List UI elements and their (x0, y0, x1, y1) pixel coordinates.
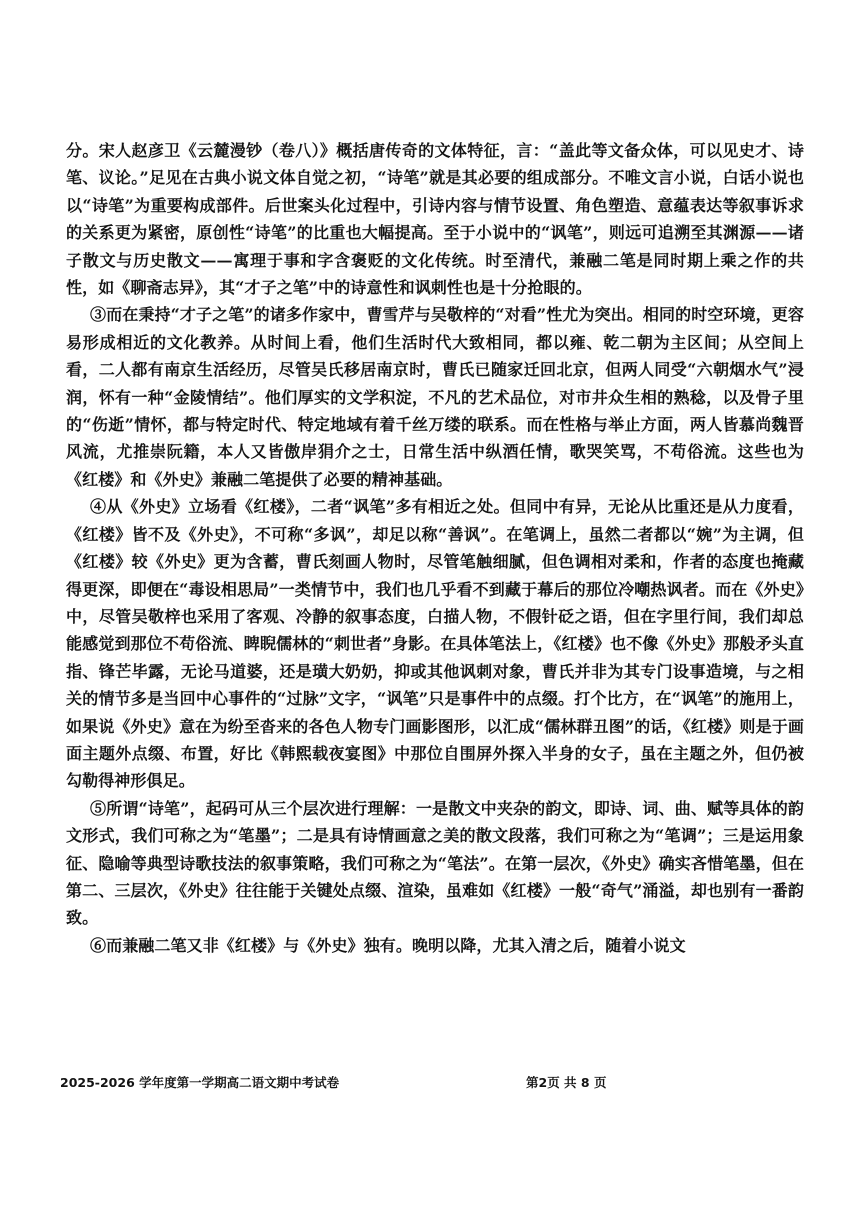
page-number: 第2页 共 8 页 (526, 1075, 607, 1090)
page-footer (60, 1073, 810, 1093)
paragraph-6: ⑥而兼融二笔又非《红楼》与《外史》独有。晚明以降，尤其入清之后，随着小说文 (90, 935, 686, 955)
exam-title: 2025-2026 学年度第一学期高二语文期中考试卷 (60, 1075, 340, 1090)
paragraph-continuation: 分。宋人赵彦卫《云麓漫钞（卷八）》概括唐传奇的文体特征，言：“盖此等文备众体，可以见史才、诗笔、议论。”足见在古典小说文体自觉之初，“诗笔”就是其必要的组成部分。不唯文言小说，白话小说也以“诗笔”为重要构成部件。后世案头化过程中，引诗内容与情节设置、角色塑造、意蕴表达等叙事诉求的关系更为紧密，原创性“诗笔”的比重也大幅提高。至于小说中的“讽笔”，则远可追溯至其渊源——诸子散文与历史散文——寓理于事和字含褒贬的文化传统。时至清代，兼融二笔是同时期上乘之作的共性，如《聊斋志异》，其“才子之笔”中的诗意性和讽刺性也是十分抢眼的。 (66, 141, 804, 298)
document-body (66, 137, 804, 959)
paragraph-3: ③而在秉持“才子之笔”的诸多作家中，曹雪芹与吴敬梓的“对看”性尤为突出。相同的时空环境，更容易形成相近的文化教养。从时间上看，他们生活时代大致相同，都以雍、乾二朝为主区间；从空间上看，二人都有南京生活经历，尽管吴氏移居南京时，曹氏已随家迁回北京，但两人同受“六朝烟水气”浸润，怀有一种“金陵情结”。他们厚实的文学积淀，不凡的艺术品位，对市井众生相的熟稔，以及骨子里的“伤逝”情怀，都与特定时代、特定地域有着千丝万缕的联系。而在性格与举止方面，两人皆慕尚魏晋风流，尤推崇阮籍，本人又皆傲岸狷介之士，日常生活中纵酒任情，歌哭笑骂，不苟俗流。这些也为《红楼》和《外史》兼融二笔提供了必要的精神基础。 (66, 305, 804, 489)
paragraph-5: ⑤所谓“诗笔”，起码可从三个层次进行理解：一是散文中夹杂的韵文，即诗、词、曲、赋等具体的韵文形式，我们可称之为“笔墨”；二是具有诗情画意之美的散文段落，我们可称之为“笔调”；三是运用象征、隐喻等典型诗歌技法的叙事策略，我们可称之为“笔法”。在第一层次，《外史》确实吝惜笔墨，但在第二、三层次，《外史》往往能于关键处点缀、渲染，虽难如《红楼》一般“奇气”涌溢，却也别有一番韵致。 (66, 798, 804, 928)
paragraph-4: ④从《外史》立场看《红楼》，二者“讽笔”多有相近之处。但同中有异，无论从比重还是从力度看，《红楼》皆不及《外史》，不可称“多讽”，却足以称“善讽”。在笔调上，虽然二者都以“婉”为主调，但《红楼》较《外史》更为含蓄，曹氏刻画人物时，尽管笔触细腻，但色调相对柔和，作者的态度也掩藏得更深，即便在“毒设相思局”一类情节中，我们也几乎看不到藏于幕后的那位冷嘲热讽者。而在《外史》中，尽管吴敬梓也采用了客观、冷静的叙事态度，白描人物，不假针砭之语，但在字里行间，我们却总能感觉到那位不苟俗流、睥睨儒林的“刺世者”身影。在具体笔法上，《红楼》也不像《外史》那般矛头直指、锋芒毕露，无论马道婆，还是璜大奶奶，抑或其他讽刺对象，曹氏并非为其专门设事造境，与之相关的情节多是当回中心事件的“过脉”文字，“讽笔”只是事件中的点缀。打个比方，在“讽笔”的施用上，如果说《外史》意在为纷至沓来的各色人物专门画影图形，以汇成“儒林群丑图”的话，《红楼》则是于画面主题外点缀、布置，好比《韩熙载夜宴图》中那位自围屏外探入半身的女子，虽在主题之外，但仍被勾勒得神形俱足。 (66, 497, 804, 791)
